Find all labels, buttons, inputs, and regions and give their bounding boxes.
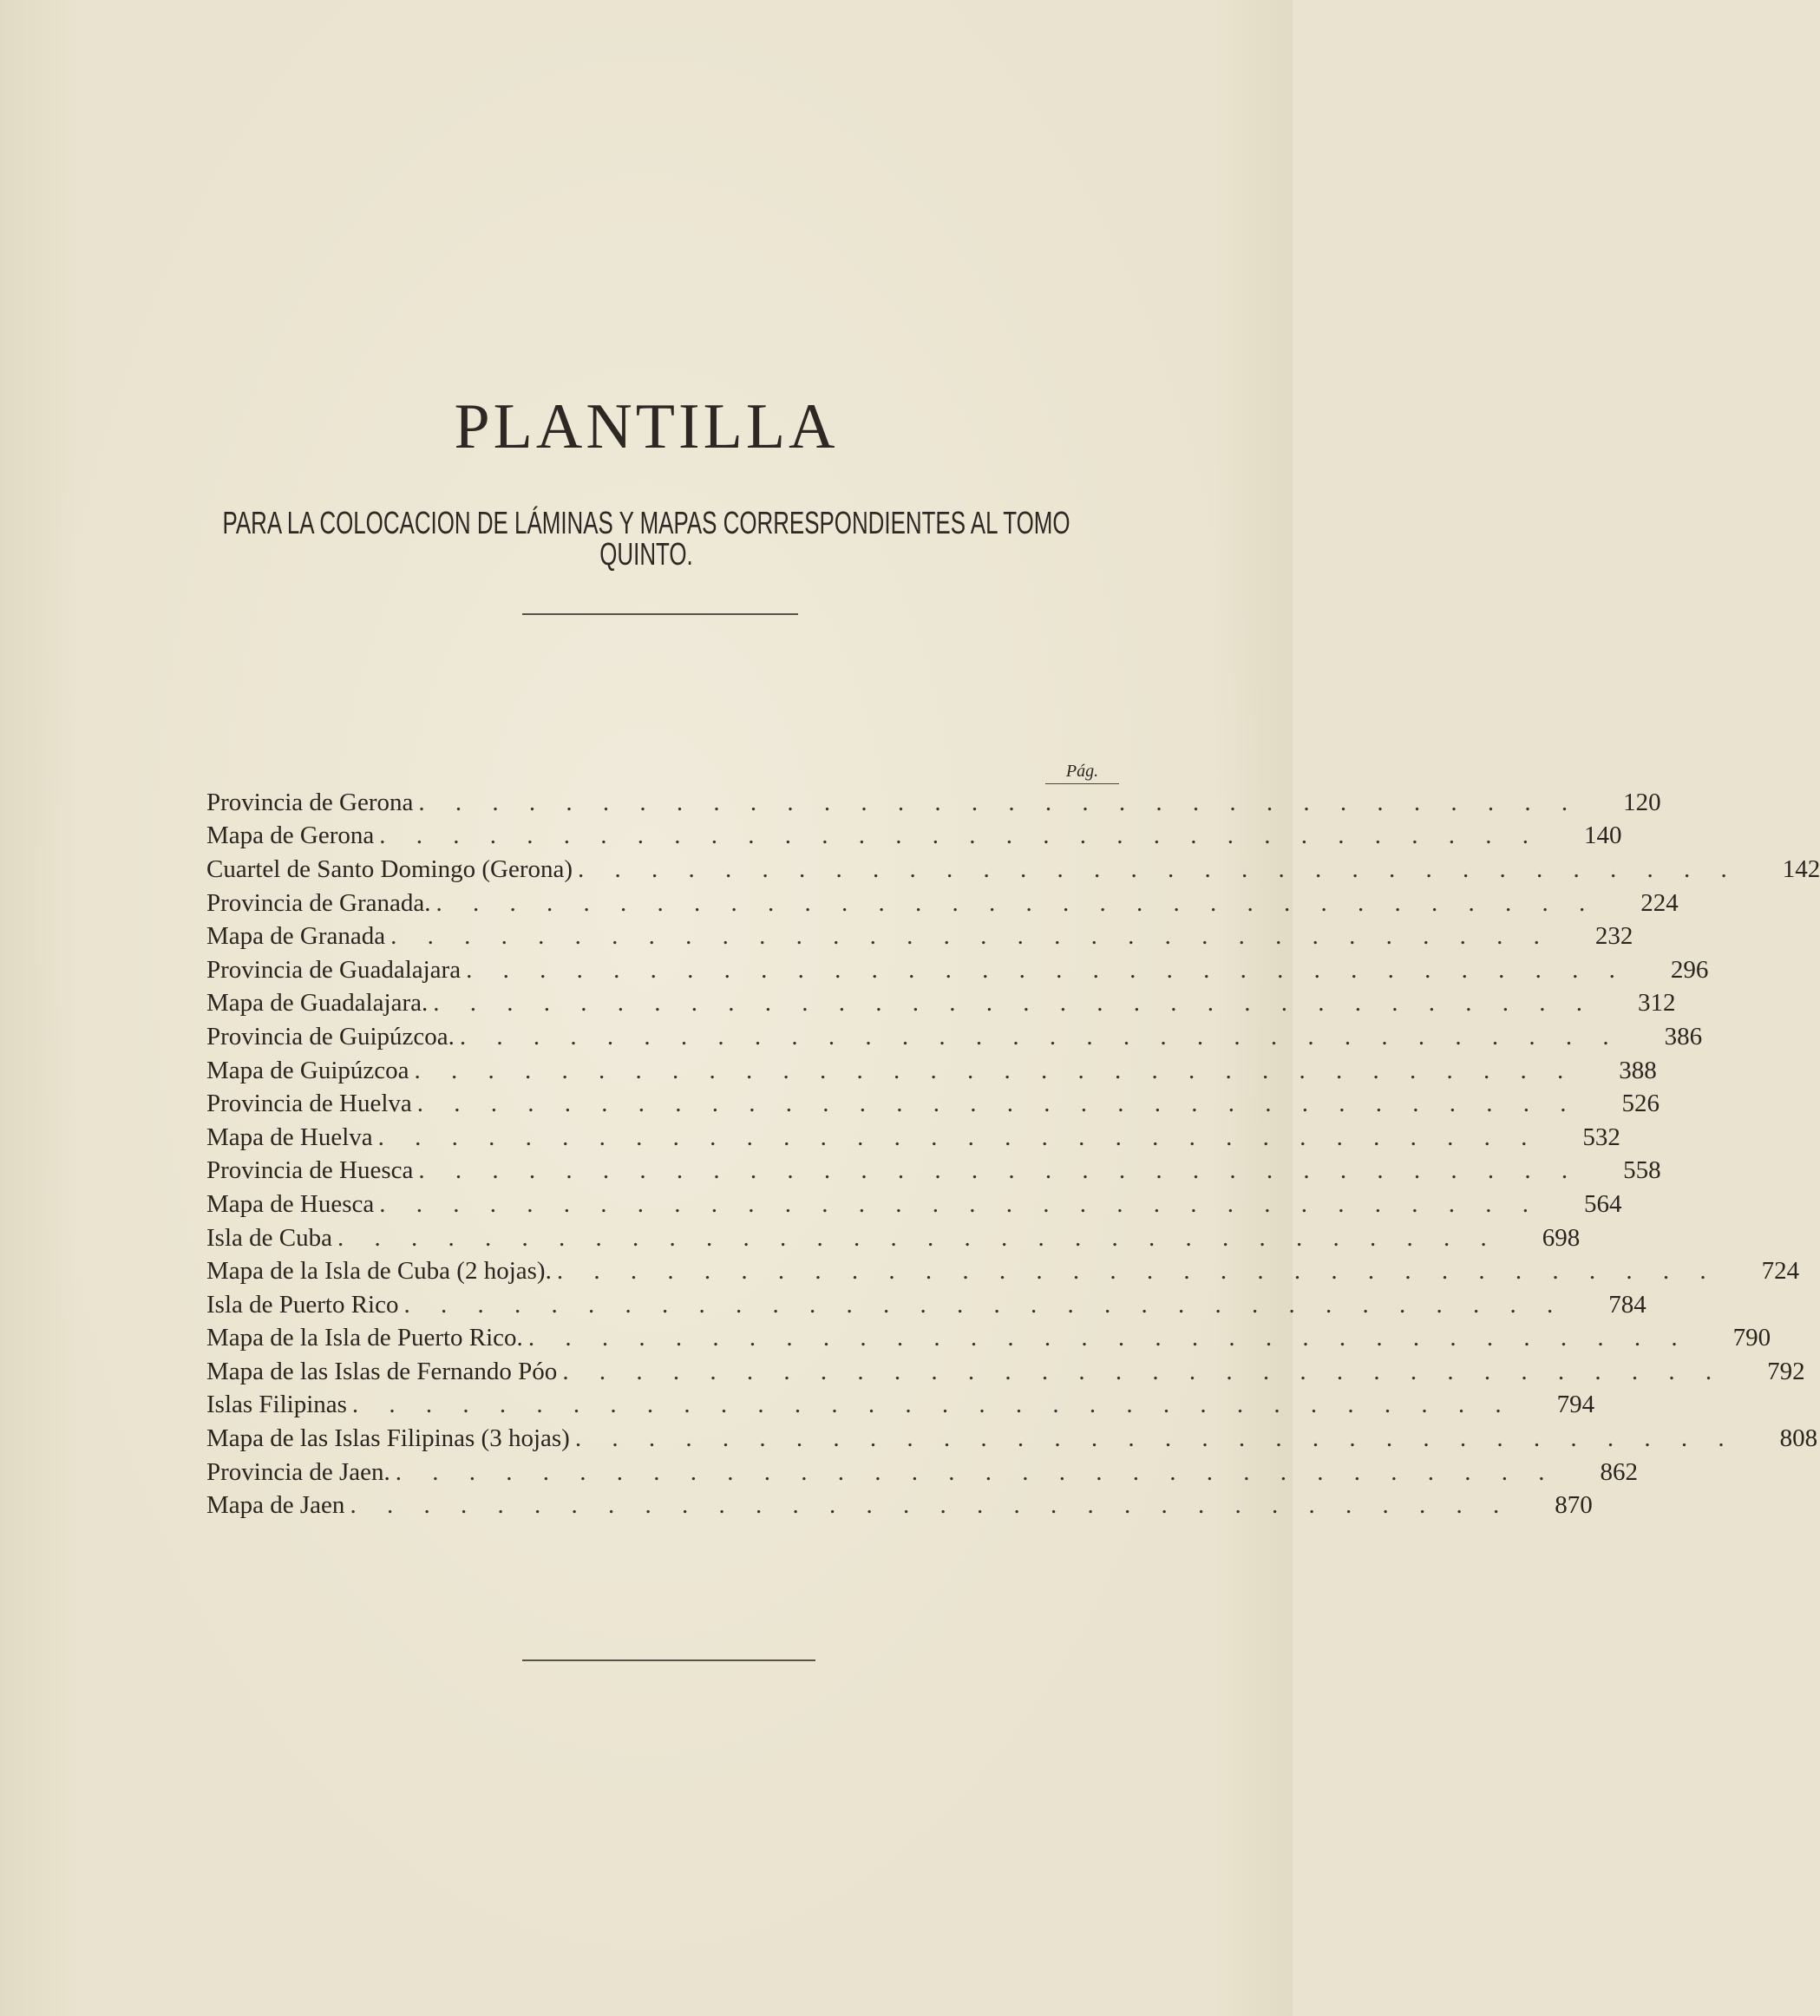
dot-leader: . . . . . . . . . . . . . . . . . . . . . . . . . . . . . . . . (556, 1257, 1719, 1286)
entry-page: 808 (1779, 1424, 1818, 1453)
entry-label: Mapa de las Islas de Fernando Póo (206, 1357, 558, 1385)
bottom-divider (522, 1659, 815, 1661)
dot-leader: . . . . . . . . . . . . . . . . . . . . . . . . . . . . . . . . (377, 1123, 1540, 1151)
entry-page: 532 (1582, 1123, 1620, 1151)
dot-leader: . . . . . . . . . . . . . . . . . . . . . . . . . . . . . . . . (350, 1491, 1512, 1520)
entry-page: 794 (1556, 1391, 1595, 1419)
entry-page: 526 (1621, 1090, 1660, 1118)
list-item (206, 1355, 1805, 1389)
entry-page: 224 (1640, 888, 1679, 917)
page-subtitle: PARA LA COLOCACION DE LÁMINAS Y MAPAS CORRESPONDIENTES AL TOMO QUINTO. (222, 505, 1070, 572)
dot-leader: . . . . . . . . . . . . . . . . . . . . . . . . . . . . . . . . (390, 922, 1552, 951)
list-item (206, 1489, 1593, 1522)
entry-label: Provincia de Guadalajara (206, 955, 462, 984)
entry-label: Mapa de Jaen (206, 1491, 345, 1520)
dot-leader: . . . . . . . . . . . . . . . . . . . . . . . . . . . . . . . . (337, 1223, 1499, 1252)
dot-leader: . . . . . . . . . . . . . . . . . . . . . . . . . . . . . . . . (351, 1391, 1514, 1419)
entry-page: 724 (1761, 1257, 1800, 1286)
entry-label: Mapa de Gerona (206, 821, 375, 850)
list-item (206, 1456, 1639, 1489)
list-item (206, 1155, 1661, 1188)
entry-label: Mapa de la Isla de Cuba (2 hojas). (206, 1257, 552, 1286)
entry-label: Mapa de Huelva (206, 1123, 373, 1151)
entry-page: 784 (1608, 1290, 1647, 1319)
list-item (206, 953, 1709, 987)
entry-page: 564 (1584, 1189, 1622, 1218)
entry-label: Mapa de Granada (206, 922, 386, 951)
dot-leader: . . . . . . . . . . . . . . . . . . . . . . . . . . . . . . . . (414, 1056, 1576, 1084)
dot-leader: . . . . . . . . . . . . . . . . . . . . . . . . . . . . . . . . (466, 955, 1627, 984)
entry-label: Isla de Puerto Rico (206, 1290, 399, 1319)
list-item (206, 820, 1622, 854)
entry-label: Provincia de Guipúzcoa. (206, 1022, 455, 1051)
entry-label: Isla de Cuba (206, 1223, 332, 1252)
list-item (206, 1322, 1771, 1356)
dot-leader: . . . . . . . . . . . . . . . . . . . . . . . . . . . . . . . . (578, 854, 1739, 883)
plates-list (206, 786, 1820, 1522)
entry-page: 386 (1664, 1022, 1703, 1051)
list-item (206, 1188, 1622, 1221)
entry-page: 792 (1767, 1357, 1805, 1385)
list-item (206, 1254, 1800, 1288)
entry-label: Provincia de Huesca (206, 1156, 414, 1185)
dot-leader: . . . . . . . . . . . . . . . . . . . . . . . . . . . . . . . . (416, 1090, 1579, 1118)
list-item (206, 1087, 1660, 1121)
dot-leader: . . . . . . . . . . . . . . . . . . . . . . . . . . . . . . . . (435, 888, 1598, 917)
list-item (206, 887, 1679, 920)
entry-label: Mapa de Guipúzcoa (206, 1056, 409, 1084)
dot-leader: . . . . . . . . . . . . . . . . . . . . . . . . . . . . . . . . (433, 989, 1594, 1018)
list-item (206, 987, 1676, 1021)
entry-label: Mapa de Guadalajara. (206, 989, 429, 1018)
list-item (206, 1121, 1620, 1155)
entry-page: 862 (1600, 1457, 1639, 1486)
list-item (206, 786, 1661, 820)
dot-leader: . . . . . . . . . . . . . . . . . . . . . . . . . . . . . . . . (574, 1424, 1737, 1453)
list-item (206, 1422, 1818, 1456)
dot-leader: . . . . . . . . . . . . . . . . . . . . . . . . . . . . . . . . (459, 1022, 1621, 1051)
entry-label: Mapa de Huesca (206, 1189, 375, 1218)
dot-leader: . . . . . . . . . . . . . . . . . . . . . . . . . . . . . . . . (395, 1457, 1557, 1486)
dot-leader: . . . . . . . . . . . . . . . . . . . . . . . . . . . . . . . . (418, 788, 1581, 816)
dot-leader: . . . . . . . . . . . . . . . . . . . . . . . . . . . . . . . . (527, 1324, 1690, 1352)
entry-page: 140 (1584, 821, 1622, 850)
entry-page: 558 (1623, 1156, 1661, 1185)
page-column-header: Pág. (1045, 762, 1119, 784)
entry-page: 120 (1623, 788, 1661, 816)
entry-page: 142 (1782, 854, 1820, 883)
entry-label: Provincia de Granada. (206, 888, 431, 917)
entry-page: 312 (1637, 989, 1676, 1018)
page-title: PLANTILLA (454, 391, 839, 462)
list-item (206, 853, 1820, 887)
dot-leader: . . . . . . . . . . . . . . . . . . . . . . . . . . . . . . . . (379, 1189, 1541, 1218)
dot-leader: . . . . . . . . . . . . . . . . . . . . . . . . . . . . . . . . (379, 821, 1541, 850)
entry-label: Cuartel de Santo Domingo (Gerona) (206, 854, 573, 883)
entry-page: 870 (1555, 1491, 1593, 1520)
entry-label: Islas Filipinas (206, 1391, 347, 1419)
list-item (206, 1221, 1581, 1255)
top-divider (522, 613, 798, 615)
list-item (206, 1288, 1647, 1322)
entry-page: 388 (1619, 1056, 1657, 1084)
entry-label: Mapa de las Islas Filipinas (3 hojas) (206, 1424, 570, 1453)
entry-page: 790 (1732, 1324, 1771, 1352)
list-item (206, 1054, 1657, 1088)
list-item (206, 1020, 1703, 1054)
entry-page: 698 (1542, 1223, 1581, 1252)
dot-leader: . . . . . . . . . . . . . . . . . . . . . . . . . . . . . . . . (418, 1156, 1581, 1185)
entry-page: 296 (1670, 955, 1709, 984)
list-item (206, 920, 1633, 953)
entry-page: 232 (1594, 922, 1633, 951)
entry-label: Provincia de Jaen. (206, 1457, 390, 1486)
entry-label: Provincia de Huelva (206, 1090, 412, 1118)
entry-label: Provincia de Gerona (206, 788, 414, 816)
dot-leader: . . . . . . . . . . . . . . . . . . . . . . . . . . . . . . . . (562, 1357, 1725, 1385)
list-item (206, 1389, 1595, 1423)
entry-label: Mapa de la Isla de Puerto Rico. (206, 1324, 523, 1352)
dot-leader: . . . . . . . . . . . . . . . . . . . . . . . . . . . . . . . . (403, 1290, 1566, 1319)
